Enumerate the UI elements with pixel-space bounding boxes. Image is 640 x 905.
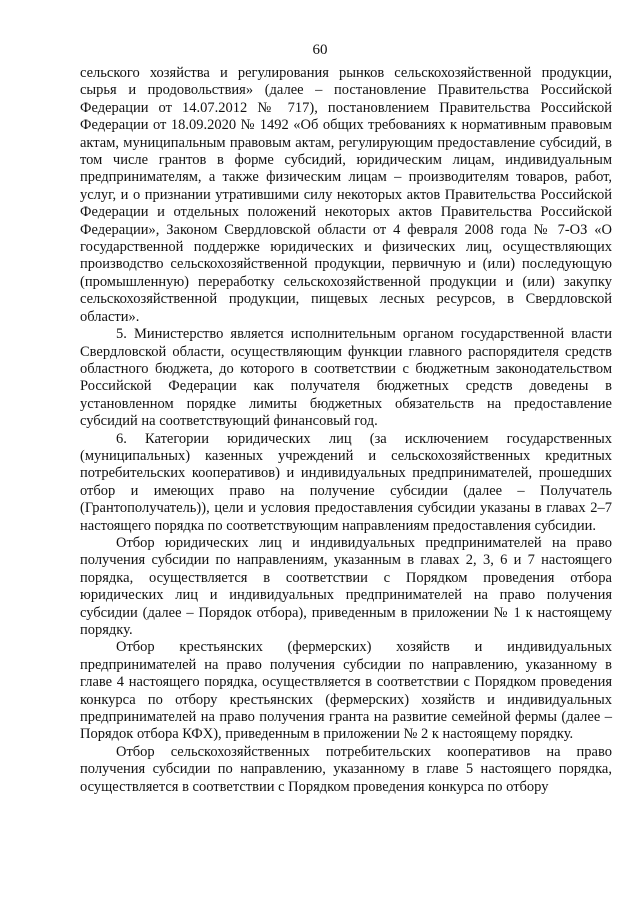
- paragraph-selection-cooperatives: Отбор сельскохозяйственных потребительских кооперативов на право получения субсидии по направлению, указанному в главе 5 настоящего порядка, осуществляется в соответствии с Порядком проведения конкурса по отбору: [80, 743, 612, 795]
- paragraph-selection-legal-entities: Отбор юридических лиц и индивидуальных предпринимателей на право получения субсидии по направлениям, указанным в главах 2, 3, 6 и 7 настоящего порядка, осуществляется в соответствии с Порядком проведения отбора юридических лиц и индивидуальных предпринимателей на право получения субсидии (далее – Порядок отбора), приведенным в приложении № 1 к настоящему порядку.: [80, 534, 612, 638]
- paragraph-selection-farms: Отбор крестьянских (фермерских) хозяйств и индивидуальных предпринимателей на право получения субсидии по направлению, указанному в главе 4 настоящего порядка, осуществляется в соответствии с Порядком проведения конкурса по отбору крестьянских (фермерских) хозяйств и индивидуальных предпринимателей на право получения гранта на развитие семейной фермы (далее – Порядок отбора КФХ), приведенным в приложении № 2 к настоящему порядку.: [80, 639, 612, 743]
- document-body: [80, 65, 612, 796]
- paragraph-continuation: сельского хозяйства и регулирования рынков сельскохозяйственной продукции, сырья и продовольствия» (далее – постановление Правительства Российской Федерации от 14.07.2012 № 717), постановлением Правительства Российской Федерации от 18.09.2020 № 1492 «Об общих требованиях к нормативным правовым актам, муниципальным правовым актам, регулирующим предоставление субсидий, в том числе грантов в форме субсидий, юридическим лицам, индивидуальным предпринимателям, а также физическим лицам – производителям товаров, работ, услуг, и о признании утратившими силу некоторых актов Правительства Российской Федерации и отдельных положений некоторых актов Правительства Российской Федерации», Законом Свердловской области от 4 февраля 2008 года № 7-ОЗ «О государственной поддержке юридических и физических лиц, осуществляющих производство сельскохозяйственной продукции, первичную и (или) последующую (промышленную) переработку сельскохозяйственной продукции и (или) закупку сельскохозяйственной продукции, пищевых лесных ресурсов, в Свердловской области».: [80, 65, 612, 325]
- paragraph-clause-6: 6. Категории юридических лиц (за исключением государственных (муниципальных) казенных учреждений и сельскохозяйственных кредитных потребительских кооперативов) и индивидуальных предпринимателей, прошедших отбор и имеющих право на получение субсидии (далее – Получатель (Грантополучатель)), цели и условия предоставления субсидии указаны в главах 2–7 настоящего порядка по соответствующим направлениям предоставления субсидии.: [80, 430, 612, 534]
- page-number: 60: [312, 42, 328, 58]
- paragraph-clause-5: 5. Министерство является исполнительным органом государственной власти Свердловской области, осуществляющим функции главного распорядителя средств областного бюджета, до которого в соответствии с бюджетным законодательством Российской Федерации как получателя бюджетных средств доведены в установленном порядке лимиты бюджетных обязательств на предоставление субсидий на соответствующий финансовый год.: [80, 326, 612, 430]
